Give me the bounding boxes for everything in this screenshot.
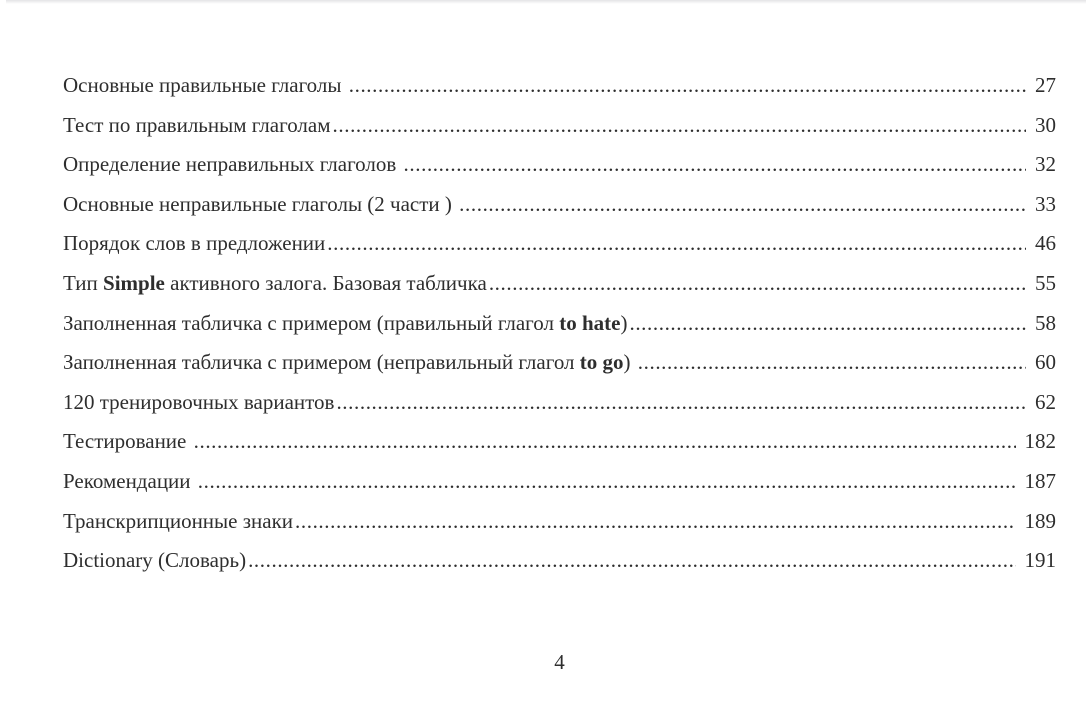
toc-entry-page: 27	[1035, 73, 1056, 97]
toc-dot-leader	[333, 106, 1026, 146]
toc-entry-page: 182	[1024, 429, 1056, 454]
toc-entry	[63, 462, 1056, 502]
toc-entry-title: Основные правильные глаголы	[63, 73, 347, 97]
toc-entry-page: 187	[1024, 468, 1056, 493]
toc-entry-page: 46	[1035, 231, 1056, 256]
toc-entry-page: 55	[1035, 270, 1056, 295]
page-number: 4	[554, 650, 565, 674]
toc-entry	[63, 502, 1056, 542]
toc-entry-page: 189	[1024, 508, 1056, 533]
toc-entry-title: 120 тренировочных вариантов	[63, 389, 335, 414]
toc-entry-title: Тип Simple активного залога. Базовая табличка	[63, 270, 487, 295]
toc-entry-page: 33	[1035, 191, 1056, 216]
toc-entry-page: 30	[1035, 112, 1056, 137]
toc-entry-title: Заполненная табличка с примером (правильный глагол to hate)	[63, 310, 628, 335]
toc-entry	[63, 343, 1056, 383]
toc-dot-leader	[629, 304, 1026, 344]
toc-dot-leader	[349, 66, 1026, 106]
toc-entry	[63, 383, 1056, 423]
toc-dot-leader	[459, 185, 1026, 225]
toc-entry	[63, 106, 1056, 146]
toc-entry	[63, 145, 1056, 185]
toc-entry	[63, 541, 1056, 581]
toc-dot-leader	[248, 541, 1015, 581]
toc-entry-title: Определение неправильных глаголов	[63, 152, 402, 177]
toc-entry-title: Основные неправильные глаголы (2 части )	[63, 191, 458, 216]
toc-entry-title: Тест по правильным глаголам	[63, 112, 331, 137]
toc-entry	[63, 66, 1056, 106]
toc-dot-leader	[198, 462, 1016, 502]
toc-entry-page: 58	[1035, 310, 1056, 335]
toc-list	[63, 66, 1056, 581]
toc-entry-title: Транскрипционные знаки	[63, 508, 294, 533]
toc-entry-page: 62	[1035, 389, 1056, 414]
toc-dot-leader	[327, 224, 1026, 264]
toc-entry-title: Заполненная табличка с примером (неправильный глагол to go)	[63, 350, 636, 375]
toc-dot-leader	[336, 383, 1026, 423]
toc-entry-page: 60	[1035, 350, 1056, 375]
toc-entry	[63, 304, 1056, 344]
toc-entry-title: Порядок слов в предложении	[63, 231, 326, 256]
toc-entry-title: Тестирование	[63, 429, 192, 454]
toc-entry	[63, 422, 1056, 462]
toc-dot-leader	[638, 343, 1026, 383]
toc-entry	[63, 185, 1056, 225]
toc-entry-title: Рекомендации	[63, 468, 196, 493]
toc-dot-leader	[489, 264, 1026, 304]
toc-entry-page: 191	[1024, 548, 1056, 573]
toc-dot-leader	[295, 502, 1015, 542]
page-top-shadow	[6, 0, 1086, 4]
toc-dot-leader	[194, 422, 1016, 462]
toc-entry-page: 32	[1035, 152, 1056, 177]
toc-entry	[63, 264, 1056, 304]
toc-entry	[63, 224, 1056, 264]
toc-dot-leader	[404, 145, 1026, 185]
toc-entry-title: Dictionary (Словарь)	[63, 548, 247, 573]
